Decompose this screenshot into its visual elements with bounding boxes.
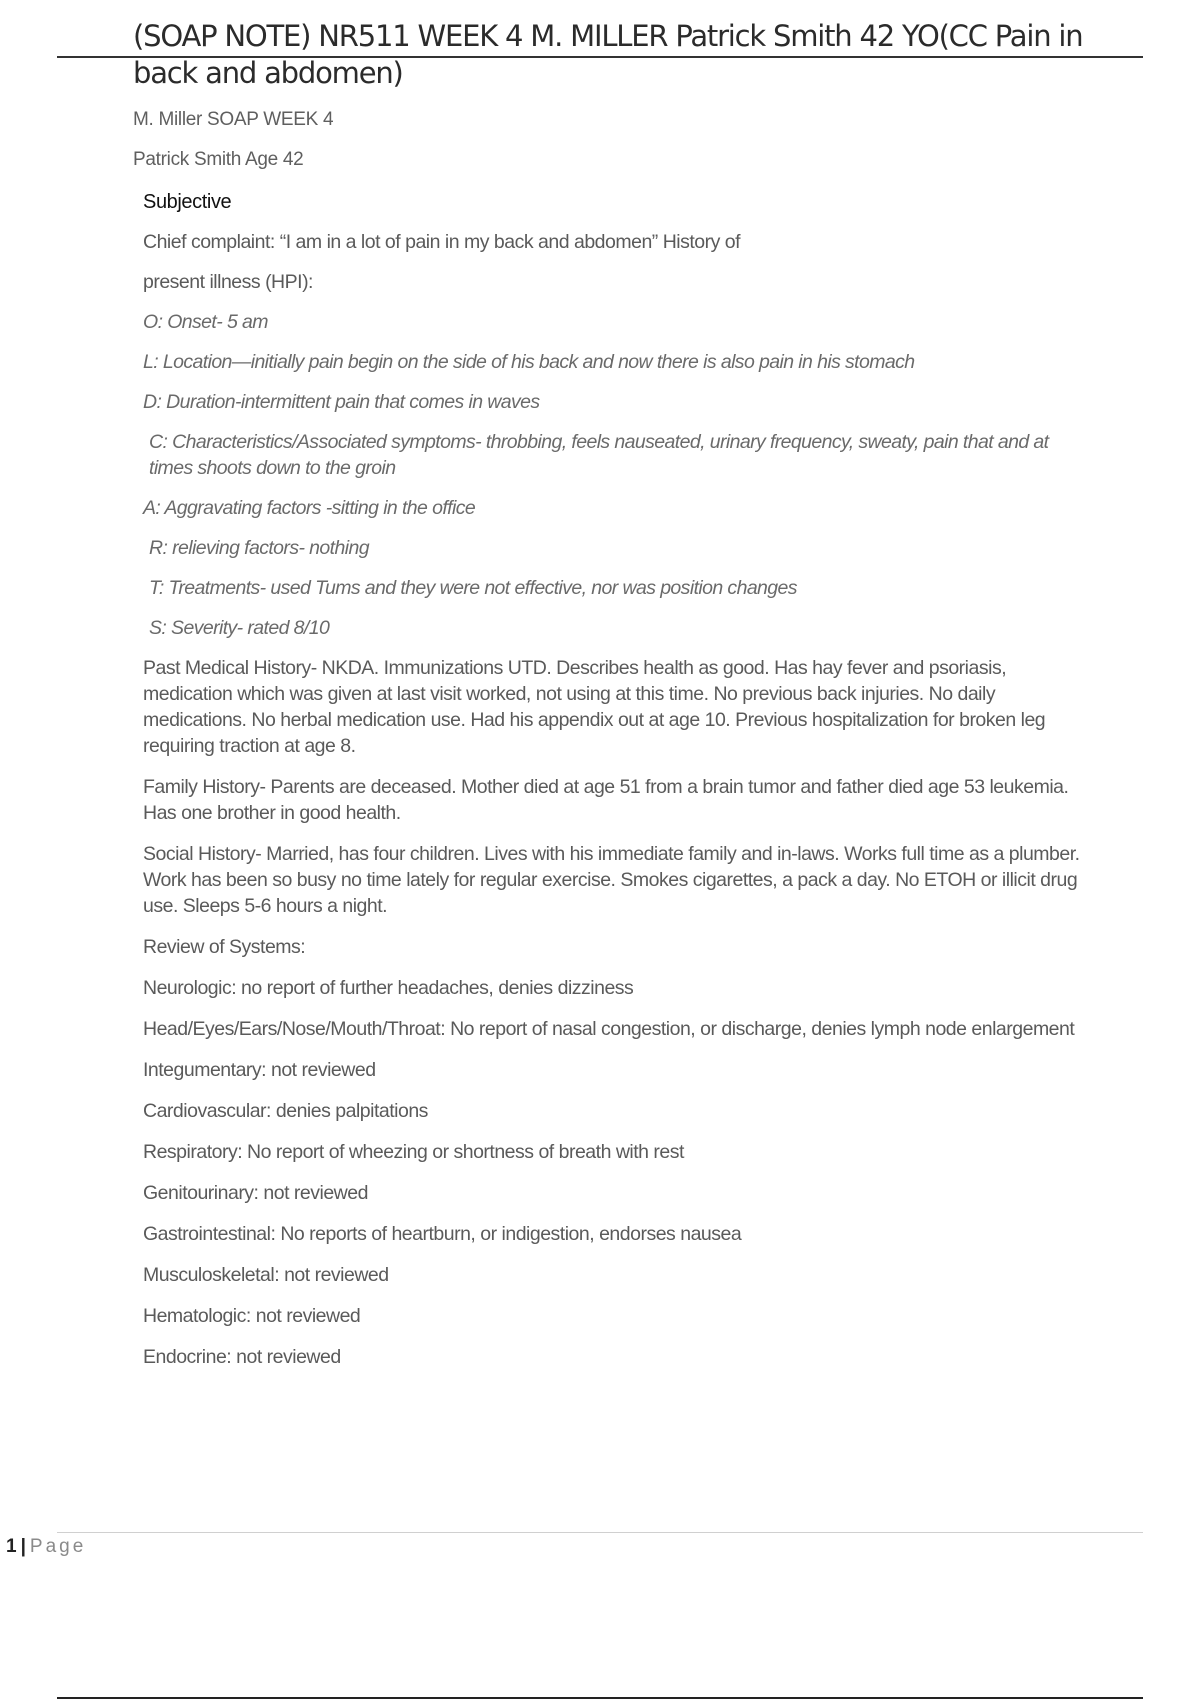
ros-genitourinary: Genitourinary: not reviewed <box>143 1182 368 1204</box>
page-number: 1 <box>6 1536 17 1557</box>
chief-complaint-line2: present illness (HPI): <box>143 271 313 293</box>
ros-gastrointestinal: Gastrointestinal: No reports of heartburn, or indigestion, endorses nausea <box>143 1223 742 1245</box>
page-footer <box>6 1535 86 1559</box>
ros-respiratory: Respiratory: No report of wheezing or shortness of breath with rest <box>143 1141 684 1163</box>
chief-complaint-line1: Chief complaint: “I am in a lot of pain in my back and abdomen” History of <box>143 231 741 253</box>
ros-endocrine: Endocrine: not reviewed <box>143 1346 341 1368</box>
ros-hematologic: Hematologic: not reviewed <box>143 1305 361 1327</box>
hpi-aggravating: A: Aggravating factors -sitting in the office <box>143 497 476 519</box>
ros-cardiovascular: Cardiovascular: denies palpitations <box>143 1100 428 1122</box>
document-title: (SOAP NOTE) NR511 WEEK 4 M. MILLER Patrick Smith 42 YO(CC Pain in back and abdomen) <box>133 19 1083 90</box>
hpi-relieving: R: relieving factors- nothing <box>149 537 369 559</box>
hpi-duration: D: Duration-intermittent pain that comes in waves <box>143 391 540 413</box>
hpi-severity: S: Severity- rated 8/10 <box>149 617 330 639</box>
ros-neurologic: Neurologic: no report of further headaches, denies dizziness <box>143 977 634 999</box>
family-history: Family History- Parents are deceased. Mother died at age 51 from a brain tumor and father died age 53 leukemia. Has one brother in good health. <box>143 776 1069 824</box>
page-label: Page <box>29 1536 87 1557</box>
document-subtitle: M. Miller SOAP WEEK 4 <box>133 109 334 130</box>
next-page-header-rule <box>57 1697 1143 1699</box>
subjective-heading: Subjective <box>143 191 232 213</box>
patient-line: Patrick Smith Age 42 <box>133 149 304 170</box>
past-medical-history: Past Medical History- NKDA. Immunizations UTD. Describes health as good. Has hay fever and psoriasis, medication which was given at last visit worked, not using at this time. No previous back injuries. No daily medications. No herbal medication use. Had his appendix out at age 10. Previous hospitalization for broken leg requiring traction at age 8. <box>143 657 1046 757</box>
social-history: Social History- Married, has four children. Lives with his immediate family and in-laws. Works full time as a plumber. Work has been so busy no time lately for regular exercise. Smokes cigarettes, a pack a day. No ETOH or illicit drug use. Sleeps 5-6 hours a night. <box>143 843 1080 917</box>
ros-heent: Head/Eyes/Ears/Nose/Mouth/Throat: No report of nasal congestion, or discharge, denies lymph node enlargement <box>143 1018 1075 1040</box>
hpi-characteristics: C: Characteristics/Associated symptoms- throbbing, feels nauseated, urinary frequency, sweaty, pain that and at times shoots down to the groin <box>149 431 1049 479</box>
footer-divider <box>57 1532 1143 1533</box>
ros-heading: Review of Systems: <box>143 936 306 958</box>
footer-separator: | <box>20 1536 26 1557</box>
hpi-location: L: Location—initially pain begin on the side of his back and now there is also pain in his stomach <box>143 351 915 373</box>
ros-musculoskeletal: Musculoskeletal: not reviewed <box>143 1264 389 1286</box>
subjective-section <box>143 190 1093 1385</box>
ros-integumentary: Integumentary: not reviewed <box>143 1059 376 1081</box>
hpi-treatments: T: Treatments- used Tums and they were not effective, nor was position changes <box>149 577 797 599</box>
hpi-onset: O: Onset- 5 am <box>143 311 268 333</box>
